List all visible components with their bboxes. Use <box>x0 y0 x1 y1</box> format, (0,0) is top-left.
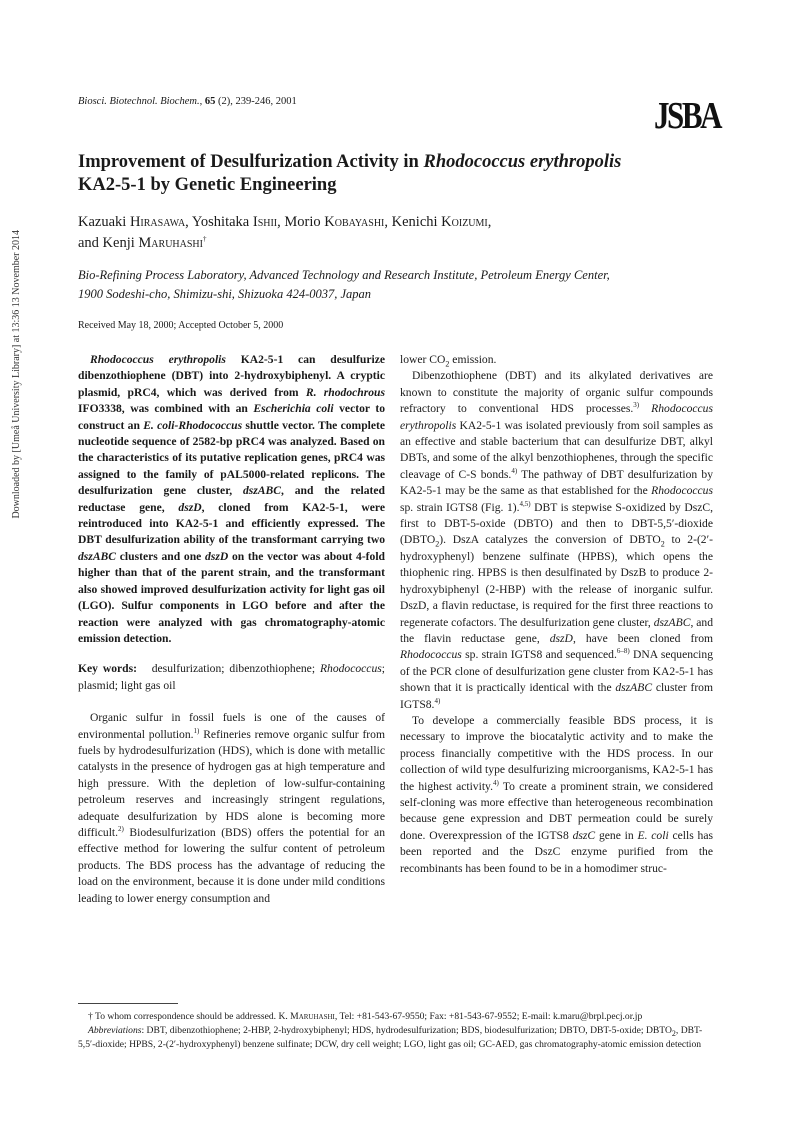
author-family: Ishii <box>252 214 278 230</box>
abstract-text: shuttle vector. The complete nucleotide sequence of 2582-bp pRC4 was analyzed. Based on the characteristics of its putative replication genes, pRC4 was assigned to the family of pAL5000-related replicons. The desulfurization gene cluster, <box>78 418 386 498</box>
footnote-text: , Tel: +81-543-67-9550; Fax: +81-543-67-9552; E-mail: k.maru@brpl.pecj.or.jp <box>334 1011 643 1022</box>
left-column <box>78 352 385 907</box>
footnote-divider <box>78 1003 178 1004</box>
body-text: dszC <box>572 828 596 842</box>
journal-name: Biosci. Biotechnol. Biochem., <box>78 96 203 107</box>
author-family: Hirasawa <box>129 214 186 230</box>
body-text: lower CO <box>400 353 446 366</box>
abstract-text: , cloned from KA2-5-1, were reintroduced into KA2-5-1 and efficiently expressed. The DBT desulfurization ability of the transformant carrying two <box>78 500 386 547</box>
affiliation-line: Bio-Refining Process Laboratory, Advanced Technology and Research Institute, Petroleum Energy Center, <box>78 268 610 282</box>
author-sep: , <box>384 214 392 230</box>
author-given: Morio <box>284 214 325 230</box>
body-text: KA2-5-1 was isolated previously from soil samples as an effective and stable bacterium that can desulfurize DBT, alkyl DBTs, and some of the alkyl benzothiophenes, through the specific cleavage of C-S bonds. <box>400 418 713 481</box>
abstract-text: R. rhodochrous <box>305 385 385 399</box>
affiliation <box>78 266 718 304</box>
body-text: The pathway of DBT desulfurization by KA2-5-1 may be the same as that established for the <box>400 467 713 498</box>
author-list <box>78 212 718 254</box>
body-text: DBT is stepwise S-oxidized by DszC, first to DBT-5-oxide (DBTO) and then to DBT-5,5′-dioxide (DBTO <box>400 500 713 547</box>
author-given: Yoshitaka <box>191 214 253 230</box>
subscript: 2 <box>671 1028 676 1038</box>
abstract-text: dszD <box>178 500 202 514</box>
body-text: , have been cloned from <box>572 631 714 645</box>
body-text: Biodesulfurization (BDS) offers the potential for an effective method for lowering the sulfur content of petroleum products. The BDS process has the advantage of reducing the load on the environment, because it is done under mild conditions leading to lower energy consumption and <box>78 825 385 905</box>
svg-text:JSBA: JSBA <box>654 95 723 137</box>
body-text: cells has been reported and the DszC enzyme purified from the recombinants has been found to be in a homodimer struc- <box>400 828 713 875</box>
reference-mark: 6–8) <box>616 647 630 656</box>
received-dates: Received May 18, 2000; Accepted October 5, 2000 <box>78 320 284 331</box>
body-text: dszABC <box>615 681 653 695</box>
body-text: Rhodococcus <box>651 484 713 498</box>
body-text: ). DszA catalyzes the conversion of DBTO <box>439 533 661 547</box>
body-text: gene in <box>595 828 638 842</box>
title-text-line2: KA2-5-1 by Genetic Engineering <box>78 175 337 195</box>
abstract <box>78 352 385 647</box>
body-text: To create a prominent strain, we considered self-cloning was more effective than heterogeneous recombination because gene expression and DBT permeation could be surely done. Overexpression of the IGTS8 <box>400 779 713 842</box>
body-text: sp. strain IGTS8 and sequenced. <box>461 648 617 662</box>
author-given: and Kenji <box>78 235 139 251</box>
reference-mark: 3) <box>633 401 640 410</box>
body-text: Dibenzothiophene (DBT) and its alkylated derivatives are known to constitute the majority of organic sulfur compounds refractory to conventional HDS processes. <box>400 369 713 416</box>
reference-mark: 4) <box>511 466 518 475</box>
footnote-text: Maruhashi <box>290 1011 335 1022</box>
reference-mark: 4,5) <box>519 499 531 508</box>
abstract-text: E. coli-Rhodococcus <box>143 418 243 432</box>
body-text: emission. <box>449 353 497 366</box>
abstract-text: clusters and one <box>116 549 206 563</box>
body-text: sp. strain IGTS8 (Fig. 1). <box>400 500 520 514</box>
body-paragraph <box>78 710 385 907</box>
correspondence-note <box>78 1010 715 1024</box>
body-text: Rhodococcus <box>400 648 462 662</box>
keywords-label: Key words: <box>78 662 138 676</box>
abstract-text: vector to construct an <box>78 402 385 432</box>
body-text: to 2-(2′-hydroxyphenyl) benzene sulfinate (HPBS), which opens the thiophenic ring. HPBS is then desulfinated by DszB to produce 2-hydroxybiphenyl (2-HBP) with the release of inorganic sulfur. DszD, a flavin reductase, is required for the first three reactions to regenerate cofactors. The desulfurization gene cluster, <box>400 533 713 629</box>
author-family: Kobayashi <box>324 214 385 230</box>
abstract-text: Rhodococcus erythropolis <box>90 353 226 366</box>
body-paragraph <box>400 368 713 713</box>
body-text: DNA sequencing of the PCR clone of desulfurization gene cluster from KA2-5-1 has shown that it is practically identical with the <box>400 648 713 695</box>
keywords-text: desulfurization; dibenzothiophene; <box>151 662 320 676</box>
journal-volume: 65 <box>204 96 216 107</box>
reference-mark: 4) <box>492 778 499 787</box>
body-text: Refineries remove organic sulfur from fuels by hydrodesulfurization (HDS), which is done with metallic catalysts in the presence of hydrogen gas at high temperature and high pressure. With the depletion of low-sulfur-containing petroleum reserves and increasingly stringent regulations, adequate desulfurization by HDS alone is becoming more difficult. <box>78 727 385 839</box>
abstract-text: , and the related reductase gene, <box>78 484 385 514</box>
author-given: Kazuaki <box>78 214 130 230</box>
keywords-text: ; plasmid; light gas oil <box>78 662 386 692</box>
download-watermark: Downloaded by [Umeå University Library] at 13:36 13 November 2014 <box>11 230 22 519</box>
subscript: 2 <box>435 539 440 549</box>
article-title <box>78 151 718 197</box>
abstract-text: on the vector was about 4-fold higher than that of the parent strain, and the transformant also showed improved desulfurization activity for light gas oil (LGO). Sulfur components in LGO before and after the reaction were analyzed with gas chromatography-atomic emission detection. <box>78 549 386 645</box>
author-sep: , <box>487 214 492 230</box>
body-text <box>639 402 651 415</box>
keywords-text: Rhodococcus <box>319 662 382 676</box>
author-family: Koizumi <box>441 214 488 230</box>
body-text: dszABC <box>653 615 691 629</box>
title-text: Improvement of Desulfurization Activity in <box>78 152 424 172</box>
body-text: E. coli <box>637 828 669 842</box>
right-column <box>400 352 713 877</box>
keywords <box>78 661 385 694</box>
body-text: cluster from IGTS8. <box>400 681 713 711</box>
jsbba-logo <box>654 95 723 137</box>
author-family: Maruhashi <box>138 235 203 251</box>
reference-mark: 4) <box>434 696 441 705</box>
journal-issue-pages: (2), 239-246, 2001 <box>217 96 297 107</box>
abstract-text: dszABC <box>78 549 117 563</box>
body-text: dszD <box>549 631 573 645</box>
abstract-text: KA2-5-1 can desulfurize dibenzothiophene (DBT) into 2-hydroxybiphenyl. A cryptic plasmid, pRC4, which was derived from <box>78 353 385 399</box>
abstract-text: Escherichia coli <box>253 402 334 416</box>
body-paragraph <box>400 352 713 368</box>
subscript: 2 <box>660 539 665 549</box>
corresponding-mark: † <box>202 235 207 244</box>
title-species: Rhodococcus erythropolis <box>423 152 622 172</box>
author-sep: , <box>185 214 192 230</box>
body-text: To develope a commercially feasible BDS process, it is necessary to improve the biocatalytic activity and to make the process financially competitive with the HDS process. In our collection of wild type desulfurizing microorganisms, KA2-5-1 has the highest activity. <box>400 713 713 793</box>
footnote-text: , DBT-5,5′-dioxide; HPBS, 2-(2′-hydroxyphenyl) benzene sulfinate; DCW, dry cell weight; LGO, light gas oil; GC-AED, gas chromatography-atomic emission detection <box>78 1025 703 1050</box>
author-sep: , <box>277 214 285 230</box>
affiliation-line: 1900 Sodeshi-cho, Shimizu-shi, Shizuoka 424-0037, Japan <box>78 287 372 301</box>
abbreviations-note <box>78 1024 715 1052</box>
body-text: , and the flavin reductase gene, <box>400 615 713 645</box>
reference-mark: 2) <box>118 825 124 834</box>
body-paragraph <box>400 713 713 877</box>
body-text: Organic sulfur in fossil fuels is one of the causes of environmental pollution. <box>78 711 385 741</box>
subscript: 2 <box>445 359 450 369</box>
journal-citation <box>78 96 297 107</box>
author-given: Kenichi <box>391 214 442 230</box>
footnotes <box>78 1010 715 1052</box>
abstract-text: IFO3338, was combined with an <box>78 402 254 416</box>
abstract-text: dszD <box>205 549 229 563</box>
body-text: Rhodococcus erythropolis <box>400 402 713 432</box>
footnote-text: : DBT, dibenzothiophene; 2-HBP, 2-hydroxybiphenyl; HDS, hydrodesulfurization; BDS, biodesulfurization; DBTO, DBT-5-oxide; DBTO <box>141 1025 672 1036</box>
footnote-text: † To whom correspondence should be addressed. K. <box>88 1011 291 1022</box>
abstract-text: dszABC <box>242 484 281 498</box>
footnote-label: Abbreviations <box>88 1025 142 1036</box>
reference-mark: 1) <box>193 726 200 735</box>
